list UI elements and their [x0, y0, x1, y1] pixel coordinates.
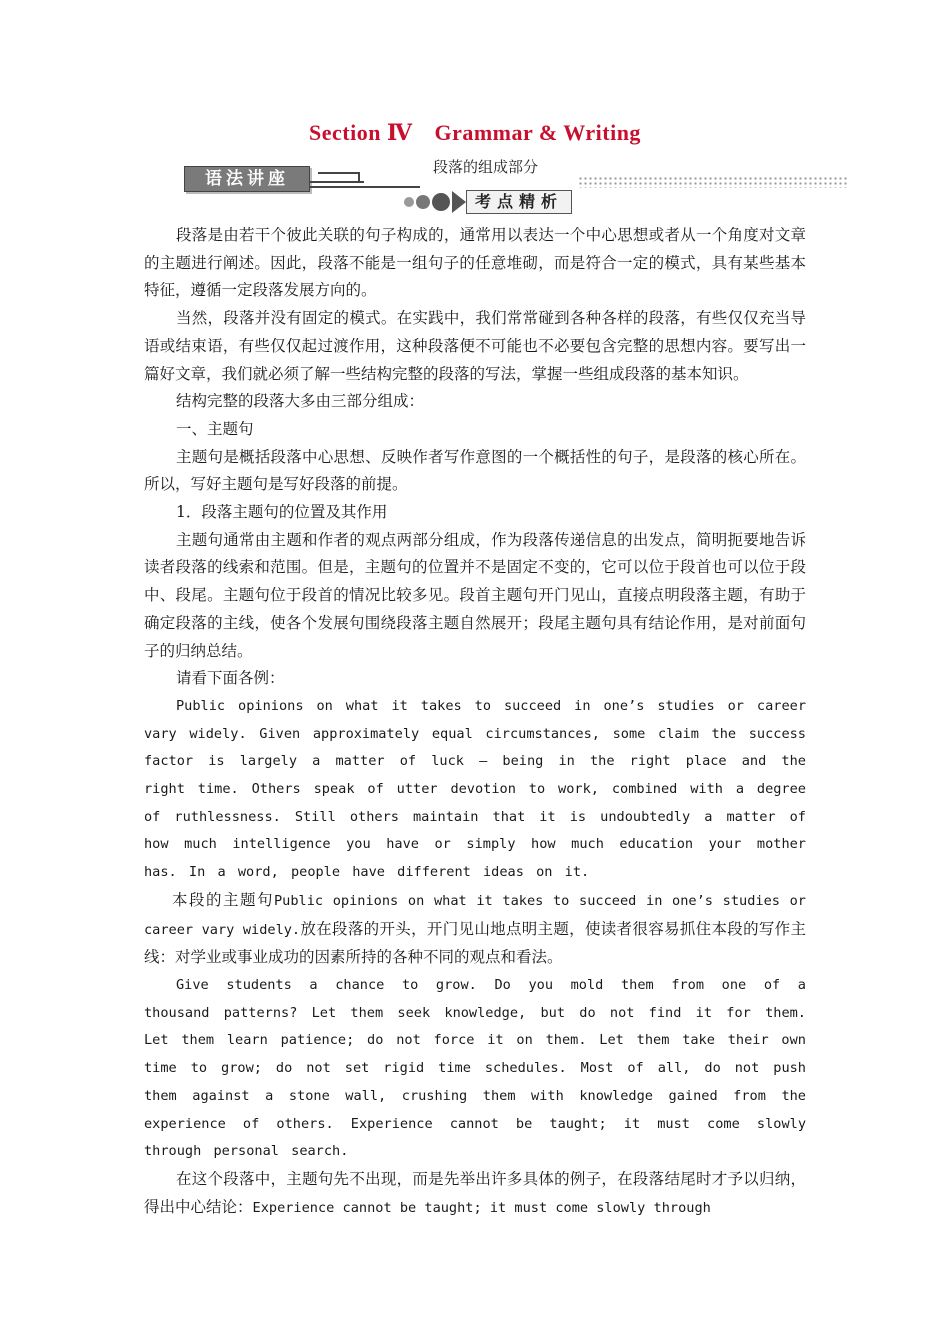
english-example-paragraph: Public opinions on what it takes to succeed in one’s studies or career vary widely. Given approximately equal circumstances, some claim the success factor is largely a matter of luck — being in the right place and the right time. Others speak of utter devotion to work, combined with a degree of ruthlessness. Still others maintain that it is undoubtedly a matter of how much intelligence you have or simply how much education your mother has. In a word, people have different ideas on it. [144, 697, 806, 881]
paragraph: 结构完整的段落大多由三部分组成： [176, 392, 425, 411]
paragraph: 主题句通常由主题和作者的观点两部分组成，作为段落传递信息的出发点，简明扼要地告诉读者段落的线索和范围。但是，主题句的位置并不是固定不变的，它可以位于段首也可以位于段中、段尾。主题句位于段首的情况比较多见。段首主题句开门见山，直接点明段落主题，有助于确定段落的主线，使各个发展句围绕段落主题自然展开；段尾主题句具有结论作用，是对前面句子的归纳总结。 [144, 530, 806, 660]
paragraph: 当然，段落并没有固定的模式。在实践中，我们常常碰到各种各样的段落，有些仅仅充当导语或结束语，有些仅仅起过渡作用，这种段落便不可能也不必要包含完整的思想内容。要写出一篇好文章，我们就必须了解一些结构完整的段落的写法，掌握一些组成段落的基本知识。 [144, 309, 806, 383]
banner-label: 语法讲座 [184, 166, 310, 192]
banner-tag: 考点精析 [466, 190, 572, 214]
analysis-paragraph: 在这个段落中，主题句先不出现，而是先举出许多具体的例子，在段落结尾时才予以归纳，得出中心结论：Experience cannot be taught; it must come slowly through [144, 1169, 806, 1216]
section-title [0, 120, 950, 146]
body-text [144, 222, 806, 1222]
paragraph: 主题句是概括段落中心思想、反映作者写作意图的一个概括性的句子，是段落的核心所在。所以，写好主题句是写好段落的前提。 [144, 447, 806, 494]
section-topic: Grammar & Writing [434, 120, 641, 145]
english-example-paragraph: Give students a chance to grow. Do you mold them from one of a thousand patterns? Let them seek knowledge, but do not find it for them. Let them learn patience; do not force it on them. Let them take their own time to grow; do not set rigid time schedules. Most of all, do not push them against a stone wall, crushing them with knowledge gained from the experience of others. Experience cannot be taught; it must come slowly through personal search. [144, 976, 806, 1160]
dotted-band-decoration [578, 176, 848, 188]
subtitle: 段落的组成部分 [433, 158, 539, 176]
banner-line-decoration [310, 186, 420, 188]
subsection-heading: 1．段落主题句的位置及其作用 [176, 503, 388, 522]
paragraph: 请看下面各例： [176, 669, 285, 688]
paragraph: 段落是由若干个彼此关联的句子构成的，通常用以表达一个中心思想或者从一个角度对文章的主题进行阐述。因此，段落不能是一组句子的任意堆砌，而是符合一定的模式，具有某些基本特征，遵循一定段落发展方向的。 [144, 226, 806, 300]
section-heading: 一、主题句 [176, 419, 254, 438]
section-number: Section Ⅳ [309, 120, 413, 145]
banner-line-decoration [310, 181, 364, 183]
analysis-paragraph: 本段的主题句Public opinions on what it takes to succeed in one’s studies or career vary widely.放在段落的开头，开门见山地点明主题，使读者很容易抓住本段的写作主线：对学业或事业成功的因素所持的各种不同的观点和看法。 [144, 890, 806, 967]
